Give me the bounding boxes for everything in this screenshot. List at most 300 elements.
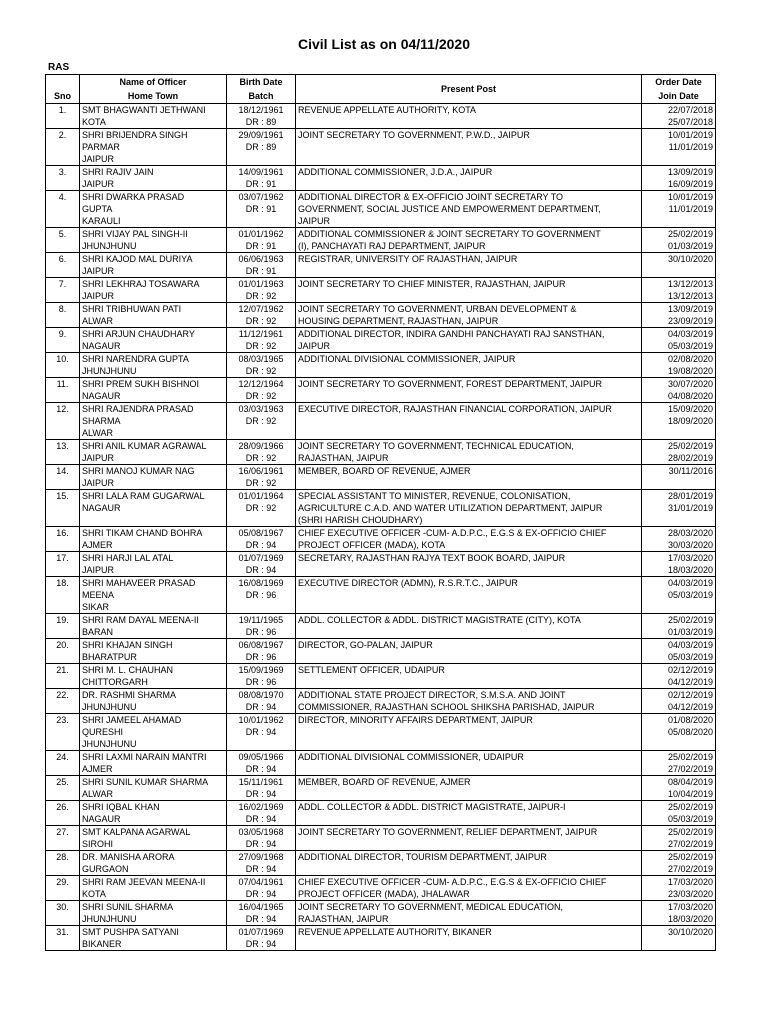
serial-number-cell: 12. [46,403,80,440]
present-post-cell [296,751,642,776]
join-date: 05/03/2019 [667,652,713,662]
batch: DR : 94 [245,914,277,924]
dates-cell [642,104,716,129]
order-date: 10/01/2019 [667,130,713,140]
order-date: 28/01/2019 [667,491,713,501]
join-date: 27/02/2019 [667,864,713,874]
present-post-cell [296,191,642,228]
present-post-line: JOINT SECRETARY TO GOVERNMENT, P.W.D., JAIPUR [298,130,530,140]
home-town: KOTA [82,889,106,899]
table-row [46,751,716,776]
present-post-line: REVENUE APPELLATE AUTHORITY, KOTA [298,105,477,115]
serial-number-cell: 23. [46,714,80,751]
serial-number-cell: 31. [46,926,80,951]
batch: DR : 92 [245,291,277,301]
birth-cell [227,527,296,552]
home-town: JAIPUR [82,154,115,164]
batch: DR : 92 [245,391,277,401]
present-post-cell [296,639,642,664]
birth-cell [227,104,296,129]
header-post [296,75,642,104]
dates-cell [642,490,716,527]
order-date: 25/02/2019 [667,441,713,451]
serial-number-cell: 6. [46,253,80,278]
batch: DR : 92 [245,478,277,488]
present-post-cell [296,801,642,826]
header-sno [46,75,80,104]
present-post-cell [296,278,642,303]
birth-cell [227,440,296,465]
present-post-cell [296,577,642,614]
table-row [46,639,716,664]
join-date: 04/08/2020 [667,391,713,401]
birth-cell [227,639,296,664]
officer-name-line: PARMAR [82,142,120,152]
serial-number-cell: 7. [46,278,80,303]
home-town: JHUNJHUNU [82,739,137,749]
join-date: 18/09/2020 [667,416,713,426]
batch: DR : 91 [245,179,277,189]
officer-name-line: SHRI BRIJENDRA SINGH [82,130,188,140]
birth-date: 01/01/1963 [238,279,284,289]
officer-name-line: GUPTA [82,204,113,214]
dates-cell [642,228,716,253]
birth-date: 16/02/1969 [238,802,284,812]
birth-cell [227,253,296,278]
birth-date: 01/01/1964 [238,491,284,501]
present-post-cell [296,876,642,901]
home-town: SIROHI [82,839,114,849]
serial-number-cell: 10. [46,353,80,378]
present-post-cell [296,228,642,253]
home-town: KOTA [82,117,106,127]
present-post-cell [296,328,642,353]
header-officer-hometown-label: Home Town [127,91,179,101]
present-post-line: ADDITIONAL DIVISIONAL COMMISSIONER, JAIPUR [298,354,516,364]
birth-date: 16/04/1965 [238,902,284,912]
order-date: 25/02/2019 [667,229,713,239]
table-row [46,901,716,926]
birth-date: 03/07/1962 [238,192,284,202]
order-date: 02/08/2020 [667,354,713,364]
order-date: 02/12/2019 [667,690,713,700]
birth-cell [227,129,296,166]
birth-date: 09/05/1966 [238,752,284,762]
present-post-line: RAJASTHAN, JAIPUR [298,914,389,924]
home-town: JAIPUR [82,453,115,463]
officer-cell [80,353,227,378]
header-sno-label: Sno [54,91,71,101]
officer-name-line: SMT BHAGWANTI JETHWANI [82,105,206,115]
officer-cell [80,228,227,253]
officer-cell [80,278,227,303]
officer-name-line: SHRI KHAJAN SINGH [82,640,173,650]
birth-date: 01/07/1969 [238,927,284,937]
officer-cell [80,465,227,490]
present-post-cell [296,714,642,751]
home-town: JAIPUR [82,266,115,276]
present-post-line: JOINT SECRETARY TO GOVERNMENT, MEDICAL EDUCATION, [298,902,564,912]
join-date: 27/02/2019 [667,839,713,849]
birth-date: 03/05/1968 [238,827,284,837]
join-date: 04/12/2019 [667,702,713,712]
join-date: 19/08/2020 [667,366,713,376]
present-post-line: PROJECT OFFICER (MADA), KOTA [298,540,446,550]
dates-cell [642,577,716,614]
batch: DR : 92 [245,416,277,426]
present-post-cell [296,166,642,191]
serial-number-cell: 20. [46,639,80,664]
dates-cell [642,378,716,403]
dates-cell [642,465,716,490]
batch: DR : 92 [245,366,277,376]
join-date: 18/03/2020 [667,565,713,575]
officer-name-line: SHRI PREM SUKH BISHNOI [82,379,200,389]
dates-cell [642,403,716,440]
home-town: JAIPUR [82,179,115,189]
order-date: 10/01/2019 [667,192,713,202]
serial-number-cell: 27. [46,826,80,851]
birth-cell [227,328,296,353]
present-post-line: JOINT SECRETARY TO GOVERNMENT, TECHNICAL EDUCATION, [298,441,574,451]
birth-cell [227,851,296,876]
join-date: 31/01/2019 [667,503,713,513]
dates-cell [642,901,716,926]
birth-cell [227,901,296,926]
serial-number-cell: 11. [46,378,80,403]
officer-name-line: SHRI MAHAVEER PRASAD [82,578,196,588]
birth-date: 07/04/1961 [238,877,284,887]
batch: DR : 89 [245,142,277,152]
present-post-line: JOINT SECRETARY TO GOVERNMENT, RELIEF DEPARTMENT, JAIPUR [298,827,598,837]
serial-number-cell: 3. [46,166,80,191]
serial-number-cell: 28. [46,851,80,876]
birth-cell [227,403,296,440]
present-post-cell [296,253,642,278]
present-post-line: ADDITIONAL STATE PROJECT DIRECTOR, S.M.S.A. AND JOINT [298,690,566,700]
present-post-line: PROJECT OFFICER (MADA), JHALAWAR [298,889,470,899]
birth-date: 16/06/1961 [238,466,284,476]
batch: DR : 91 [245,204,277,214]
header-order-date-label: Order Date [655,77,702,87]
home-town: BARAN [82,627,114,637]
home-town: CHITTORGARH [82,677,148,687]
present-post-line: ADDITIONAL DIVISIONAL COMMISSIONER, UDAIPUR [298,752,524,762]
serial-number-cell: 1. [46,104,80,129]
officer-cell [80,253,227,278]
table-row [46,714,716,751]
present-post-line: JOINT SECRETARY TO CHIEF MINISTER, RAJASTHAN, JAIPUR [298,279,566,289]
order-date: 30/10/2020 [667,254,713,264]
order-date: 17/03/2020 [667,902,713,912]
dates-cell [642,328,716,353]
officer-cell [80,901,227,926]
table-row [46,801,716,826]
dates-cell [642,303,716,328]
present-post-cell [296,776,642,801]
officer-cell [80,776,227,801]
table-row [46,552,716,577]
officer-name-line: DR. MANISHA ARORA [82,852,175,862]
join-date: 25/07/2018 [667,117,713,127]
birth-cell [227,552,296,577]
table-row [46,403,716,440]
officer-cell [80,639,227,664]
order-date: 04/03/2019 [667,329,713,339]
birth-cell [227,353,296,378]
order-date: 01/08/2020 [667,715,713,725]
birth-date: 03/03/1963 [238,404,284,414]
serial-number-cell: 2. [46,129,80,166]
officer-name-line: SHRI LAXMI NARAIN MANTRI [82,752,207,762]
join-date: 11/01/2019 [668,142,713,152]
present-post-cell [296,826,642,851]
dates-cell [642,876,716,901]
join-date: 01/03/2019 [667,241,713,251]
table-row [46,353,716,378]
batch: DR : 94 [245,839,277,849]
present-post-line: CHIEF EXECUTIVE OFFICER -CUM- A.D.P.C., E.G.S & EX-OFFICIO CHIEF [298,877,607,887]
officer-name-line: QURESHI [82,727,124,737]
serial-number-cell: 25. [46,776,80,801]
dates-cell [642,714,716,751]
birth-cell [227,876,296,901]
present-post-line: JAIPUR [298,341,331,351]
serial-number-cell: 29. [46,876,80,901]
present-post-cell [296,353,642,378]
table-row [46,328,716,353]
birth-date: 12/07/1962 [238,304,284,314]
dates-cell [642,191,716,228]
officer-cell [80,851,227,876]
birth-date: 11/12/1961 [238,329,284,339]
birth-date: 06/06/1963 [238,254,284,264]
order-date: 25/02/2019 [667,802,713,812]
present-post-line: CHIEF EXECUTIVE OFFICER -CUM- A.D.P.C., E.G.S & EX-OFFICIO CHIEF [298,528,607,538]
header-officer [80,75,227,104]
officer-cell [80,664,227,689]
officer-name-line: SHRI KAJOD MAL DURIYA [82,254,193,264]
header-birth [227,75,296,104]
present-post-line: MEMBER, BOARD OF REVENUE, AJMER [298,777,471,787]
officer-name-line: SHRI ANIL KUMAR AGRAWAL [82,441,207,451]
table-row [46,664,716,689]
present-post-cell [296,403,642,440]
order-date: 25/02/2019 [667,615,713,625]
birth-date: 14/09/1961 [238,167,284,177]
officer-cell [80,689,227,714]
order-date: 02/12/2019 [667,665,713,675]
batch: DR : 94 [245,764,277,774]
join-date: 27/02/2019 [667,764,713,774]
home-town: JHUNJHUNU [82,241,137,251]
dates-cell [642,776,716,801]
serial-number-cell: 22. [46,689,80,714]
join-date: 18/03/2020 [667,914,713,924]
order-date: 25/02/2019 [667,852,713,862]
order-date: 25/02/2019 [667,752,713,762]
present-post-line: JOINT SECRETARY TO GOVERNMENT, FOREST DEPARTMENT, JAIPUR [298,379,603,389]
officer-name-line: SHRI NARENDRA GUPTA [82,354,189,364]
batch: DR : 94 [245,864,277,874]
present-post-cell [296,614,642,639]
officer-cell [80,378,227,403]
birth-cell [227,664,296,689]
table-row [46,614,716,639]
birth-cell [227,577,296,614]
table-row [46,490,716,527]
civil-list-table [45,74,716,951]
officer-name-line: SHRI IQBAL KHAN [82,802,160,812]
home-town: NAGAUR [82,503,121,513]
officer-name-line: SMT PUSHPA SATYANI [82,927,179,937]
officer-cell [80,104,227,129]
present-post-line: EXECUTIVE DIRECTOR (ADMN), R.S.R.T.C., JAIPUR [298,578,518,588]
serial-number-cell: 19. [46,614,80,639]
join-date: 11/01/2019 [668,204,713,214]
dates-cell [642,527,716,552]
home-town: GURGAON [82,864,129,874]
home-town: JHUNJHUNU [82,702,137,712]
officer-name-line: SMT KALPANA AGARWAL [82,827,191,837]
birth-cell [227,166,296,191]
table-row [46,278,716,303]
serial-number-cell: 9. [46,328,80,353]
officer-name-line: SHRI HARJI LAL ATAL [82,553,174,563]
table-row [46,191,716,228]
birth-cell [227,926,296,951]
present-post-line: EXECUTIVE DIRECTOR, RAJASTHAN FINANCIAL CORPORATION, JAIPUR [298,404,612,414]
birth-cell [227,614,296,639]
officer-name-line: DR. RASHMI SHARMA [82,690,177,700]
dates-cell [642,552,716,577]
order-date: 22/07/2018 [667,105,713,115]
header-join-date-label: Join Date [658,91,699,101]
officer-cell [80,303,227,328]
present-post-cell [296,490,642,527]
batch: DR : 96 [245,652,277,662]
dates-cell [642,440,716,465]
table-row [46,166,716,191]
home-town: AJMER [82,540,113,550]
present-post-cell [296,527,642,552]
home-town: NAGAUR [82,814,121,824]
present-post-line: REGISTRAR, UNIVERSITY OF RAJASTHAN, JAIPUR [298,254,518,264]
batch: DR : 94 [245,565,277,575]
present-post-line: ADDITIONAL DIRECTOR & EX-OFFICIO JOINT SECRETARY TO [298,192,564,202]
order-date: 30/11/2016 [668,466,713,476]
join-date: 23/03/2020 [667,889,713,899]
officer-name-line: SHRI ARJUN CHAUDHARY [82,329,195,339]
birth-date: 19/11/1965 [238,615,284,625]
table-row [46,876,716,901]
table-row [46,378,716,403]
header-batch-label: Batch [248,91,274,101]
table-row [46,926,716,951]
dates-cell [642,689,716,714]
present-post-line: COMMISSIONER, RAJASTHAN SCHOOL SHIKSHA PARISHAD, JAIPUR [298,702,595,712]
birth-cell [227,776,296,801]
present-post-cell [296,901,642,926]
batch: DR : 94 [245,939,277,949]
officer-name-line: SHRI LALA RAM GUGARWAL [82,491,205,501]
birth-cell [227,303,296,328]
present-post-cell [296,851,642,876]
officer-name-line: SHRI LEKHRAJ TOSAWARA [82,279,200,289]
order-date: 13/12/2013 [667,279,713,289]
table-row [46,303,716,328]
serial-number-cell: 21. [46,664,80,689]
home-town: BIKANER [82,939,122,949]
birth-cell [227,689,296,714]
birth-date: 10/01/1962 [238,715,284,725]
officer-name-line: SHRI TIKAM CHAND BOHRA [82,528,203,538]
header-post-label: Present Post [440,84,497,94]
officer-name-line: SHARMA [82,416,121,426]
officer-name-line: SHRI SUNIL SHARMA [82,902,174,912]
batch: DR : 94 [245,889,277,899]
present-post-line: ADDITIONAL DIRECTOR, INDIRA GANDHI PANCHAYATI RAJ SANSTHAN, [298,329,605,339]
officer-cell [80,403,227,440]
present-post-line: SPECIAL ASSISTANT TO MINISTER, REVENUE, COLONISATION, [298,491,571,501]
serial-number-cell: 5. [46,228,80,253]
present-post-line: SECRETARY, RAJASTHAN RAJYA TEXT BOOK BOARD, JAIPUR [298,553,566,563]
join-date: 05/03/2019 [667,814,713,824]
home-town: BHARATPUR [82,652,137,662]
officer-cell [80,552,227,577]
order-date: 15/09/2020 [667,404,713,414]
present-post-cell [296,440,642,465]
join-date: 13/12/2013 [667,291,713,301]
batch: DR : 96 [245,677,277,687]
serial-number-cell: 24. [46,751,80,776]
birth-cell [227,801,296,826]
present-post-cell [296,926,642,951]
table-row [46,776,716,801]
officer-cell [80,876,227,901]
join-date: 05/03/2019 [667,341,713,351]
officer-cell [80,801,227,826]
dates-cell [642,278,716,303]
birth-date: 28/09/1966 [238,441,284,451]
officer-name-line: SHRI M. L. CHAUHAN [82,665,174,675]
dates-cell [642,851,716,876]
birth-date: 27/09/1968 [238,852,284,862]
serial-number-cell: 16. [46,527,80,552]
present-post-line: GOVERNMENT, SOCIAL JUSTICE AND EMPOWERMENT DEPARTMENT, [298,204,601,214]
order-date: 04/03/2019 [667,578,713,588]
present-post-line: ADDITIONAL COMMISSIONER, J.D.A., JAIPUR [298,167,493,177]
table-body [46,104,716,951]
officer-cell [80,577,227,614]
officer-name-line: SHRI DWARKA PRASAD [82,192,185,202]
dates-cell [642,801,716,826]
table-row [46,228,716,253]
serial-number-cell: 14. [46,465,80,490]
present-post-line: RAJASTHAN, JAIPUR [298,453,389,463]
home-town: JHUNJHUNU [82,366,137,376]
officer-cell [80,527,227,552]
present-post-cell [296,664,642,689]
serial-number-cell: 4. [46,191,80,228]
birth-cell [227,714,296,751]
officer-cell [80,614,227,639]
birth-date: 08/03/1965 [238,354,284,364]
order-date: 28/03/2020 [667,528,713,538]
dates-cell [642,166,716,191]
table-row [46,689,716,714]
officer-cell [80,490,227,527]
